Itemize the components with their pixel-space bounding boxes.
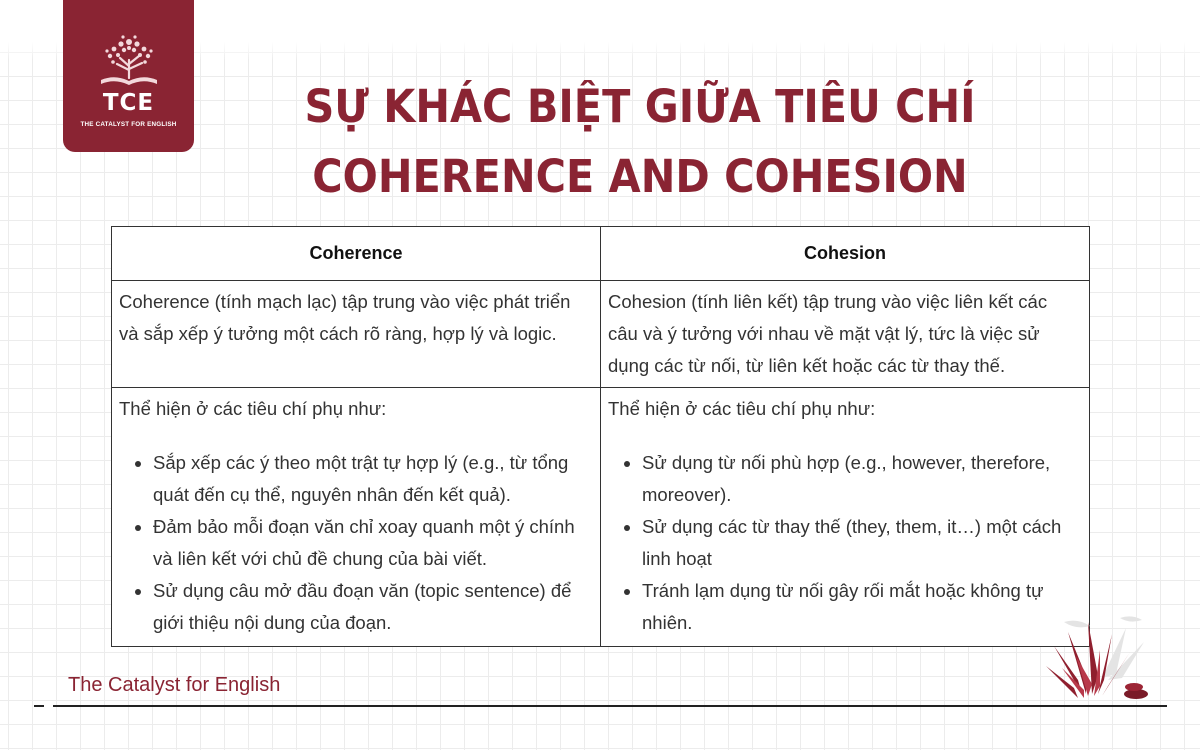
comparison-table xyxy=(111,226,1090,647)
coherence-criteria xyxy=(112,388,601,647)
cohesion-criteria xyxy=(601,388,1090,647)
footer-divider xyxy=(53,705,1167,707)
cohesion-definition: Cohesion (tính liên kết) tập trung vào việc liên kết các câu và ý tưởng với nhau về mặt vật lý, tức là việc sử dụng các từ nối, từ liên kết hoặc các từ thay thế. xyxy=(601,281,1090,388)
list-item: • Đảm bảo mỗi đoạn văn chỉ xoay quanh một ý chính và liên kết với chủ đề chung của bài viết. xyxy=(153,511,593,575)
brand-logo xyxy=(63,0,194,152)
title-line-1: SỰ KHÁC BIỆT GIỮA TIÊU CHÍ xyxy=(304,80,976,133)
title-line-2: COHERENCE AND COHESION xyxy=(312,150,968,203)
header-cohesion: Cohesion xyxy=(601,227,1090,281)
footer-brand-text: The Catalyst for English xyxy=(68,674,281,696)
table-row-definition xyxy=(112,281,1090,388)
page-title xyxy=(281,72,999,212)
list-item: • Sắp xếp các ý theo một trật tự hợp lý (e.g., từ tổng quát đến cụ thể, nguyên nhân đến kết quả). xyxy=(153,447,593,511)
succulent-plant-icon xyxy=(1042,608,1152,704)
logo-name: TCE xyxy=(102,90,155,116)
footer-divider-short xyxy=(34,705,44,707)
table-header-row xyxy=(112,227,1090,281)
list-item: • Sử dụng các từ thay thế (they, them, it…) một cách linh hoạt xyxy=(642,511,1082,575)
logo-tagline: THE CATALYST FOR ENGLISH xyxy=(80,121,177,128)
header-coherence: Coherence xyxy=(112,227,601,281)
cohesion-criteria-list xyxy=(608,447,1082,639)
coherence-criteria-intro: Thể hiện ở các tiêu chí phụ như: xyxy=(119,398,387,419)
cohesion-criteria-intro: Thể hiện ở các tiêu chí phụ như: xyxy=(608,398,876,419)
coherence-definition: Coherence (tính mạch lạc) tập trung vào việc phát triển và sắp xếp ý tưởng một cách rõ ràng, hợp lý và logic. xyxy=(112,281,601,388)
list-item: • Sử dụng từ nối phù hợp (e.g., however, therefore, moreover). xyxy=(642,447,1082,511)
list-item: • Tránh lạm dụng từ nối gây rối mắt hoặc không tự nhiên. xyxy=(642,575,1082,639)
table-row-criteria xyxy=(112,388,1090,647)
coherence-criteria-list xyxy=(119,447,593,639)
list-item: • Sử dụng câu mở đầu đoạn văn (topic sentence) để giới thiệu nội dung của đoạn. xyxy=(153,575,593,639)
tree-book-icon xyxy=(93,34,165,90)
